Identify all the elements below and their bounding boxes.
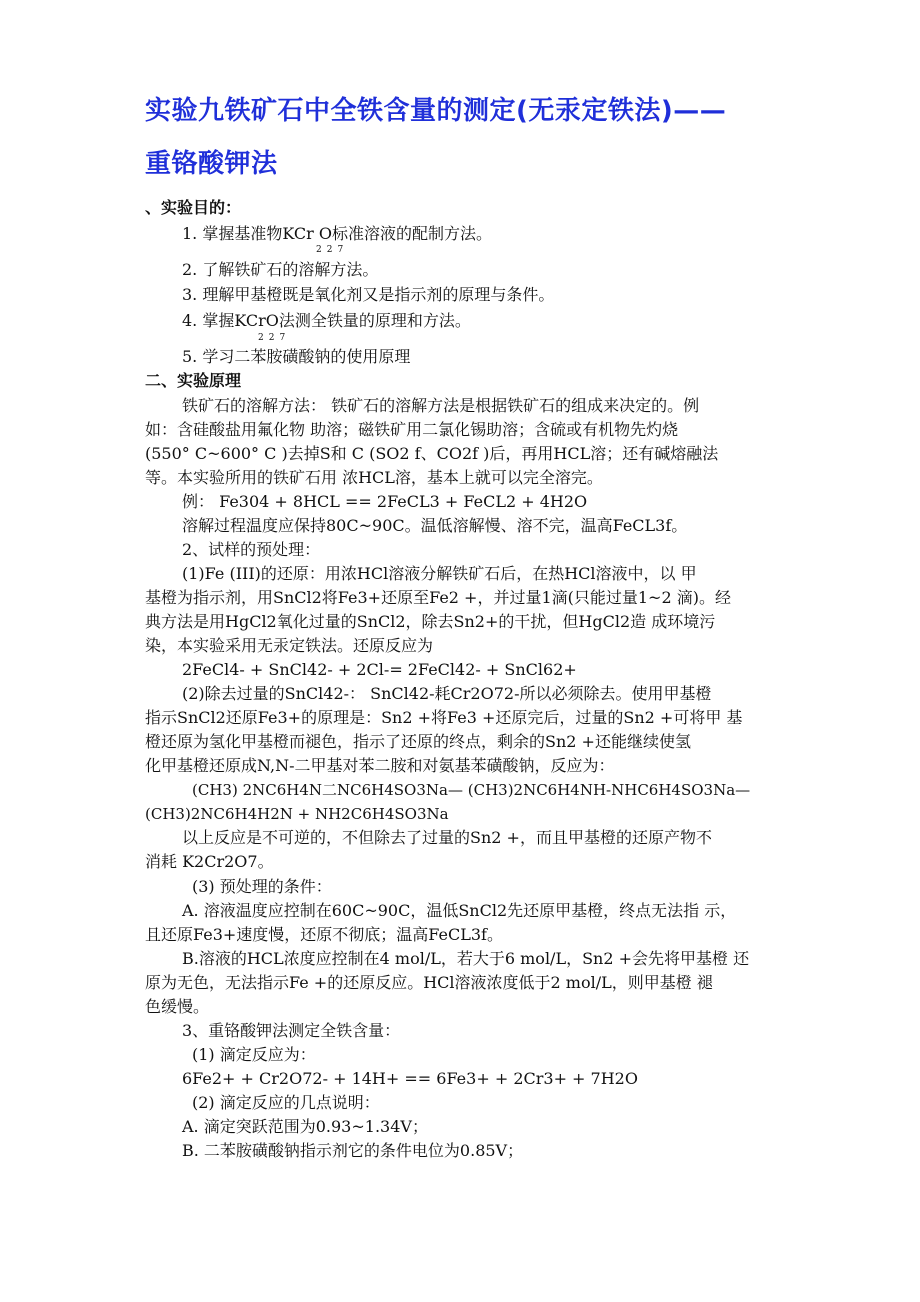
body-line: (2)除去过量的SnCl42-： SnCl42-耗Cr2O72-所以必须除去。使用甲基橙 bbox=[182, 684, 712, 703]
body-line: 典方法是用HgCl2氧化过量的SnCl2，除去Sn2+的干扰，但HgCl2造 成环境污 bbox=[145, 612, 716, 631]
subsection-heading: (3) 预处理的条件： bbox=[192, 877, 332, 896]
body-line: 指示SnCl2还原Fe3+的原理是：Sn2 +将Fe3 +还原完后，过量的Sn2 +可将甲 基 bbox=[145, 708, 743, 727]
body-line: 色缓慢。 bbox=[145, 997, 210, 1016]
body-line: 如：含硅酸盐用氟化物 助溶；磁铁矿用二氯化锡助溶；含硫或有机物先灼烧 bbox=[145, 420, 679, 439]
body-line: B. 二苯胺磺酸钠指示剂它的条件电位为0.85V； bbox=[182, 1141, 524, 1160]
purpose-item-1: 1. 掌握基准物KCr O标准溶液的配制方法。 bbox=[182, 224, 492, 243]
subsection-heading: 2、试样的预处理： bbox=[182, 540, 321, 559]
equation-line: (CH3) 2NC6H4N二NC6H4SO3Na— (CH3)2NC6H4NH-NHC6H4SO3Na— bbox=[192, 781, 751, 799]
body-line: 原为无色，无法指示Fe +的还原反应。HCl溶液浓度低于2 mol/L，则甲基橙 褪 bbox=[145, 973, 713, 992]
body-line: B.溶液的HCL浓度应控制在4 mol/L，若大于6 mol/L，Sn2 +会先将甲基橙 还 bbox=[182, 949, 750, 968]
equation-line: 2FeCl4- + SnCl42- + 2Cl-= 2FeCl42- + SnCl62+ bbox=[182, 660, 577, 679]
body-line: 以上反应是不可逆的，不但除去了过量的Sn2 +，而且甲基橙的还原产物不 bbox=[182, 828, 712, 847]
subscript-227: 227 bbox=[258, 333, 291, 343]
purpose-item-5: 5. 学习二苯胺磺酸钠的使用原理 bbox=[182, 347, 411, 366]
subsection-heading: (2) 滴定反应的几点说明： bbox=[192, 1093, 380, 1112]
section-heading-principle: 二、实验原理 bbox=[145, 371, 242, 390]
body-line: 铁矿石的溶解方法： 铁矿石的溶解方法是根据铁矿石的组成来决定的。例 bbox=[182, 396, 700, 415]
subscript-227: 227 bbox=[316, 245, 349, 255]
section-heading-purpose: 、实验目的： bbox=[145, 198, 242, 217]
body-line: 等。本实验所用的铁矿石用 浓HCL溶，基本上就可以完全溶完。 bbox=[145, 468, 603, 487]
body-line: (550° C~600° C )去掉S和 C (SO2 f、CO2f )后，再用HCL溶；还有碱熔融法 bbox=[145, 444, 719, 463]
purpose-item-2: 2. 了解铁矿石的溶解方法。 bbox=[182, 260, 379, 279]
equation-line: (CH3)2NC6H4H2N + NH2C6H4SO3Na bbox=[145, 805, 449, 823]
body-line: 化甲基橙还原成N,N-二甲基对苯二胺和对氨基苯磺酸钠，反应为： bbox=[145, 756, 615, 775]
body-line: 溶解过程温度应保持80C~90C。温低溶解慢、溶不完，温高FeCL3f。 bbox=[182, 516, 688, 535]
purpose-item-4: 4. 掌握KCrO法测全铁量的原理和方法。 bbox=[182, 311, 471, 330]
document-title-line-1: 实验九铁矿石中全铁含量的测定(无汞定铁法)—— bbox=[145, 96, 727, 126]
body-line: 且还原Fe3+速度慢，还原不彻底；温高FeCL3f。 bbox=[145, 925, 503, 944]
body-line: A. 滴定突跃范围为0.93~1.34V； bbox=[182, 1117, 428, 1136]
body-line: 消耗 K2Cr2O7。 bbox=[145, 852, 274, 871]
body-line: A. 溶液温度应控制在60C~90C，温低SnCl2先还原甲基橙，终点无法指 示， bbox=[182, 901, 737, 920]
equation-line: 6Fe2+ + Cr2O72- + 14H+ == 6Fe3+ + 2Cr3+ + 7H2O bbox=[182, 1069, 638, 1088]
subsection-heading: (1) 滴定反应为： bbox=[192, 1045, 316, 1064]
purpose-item-3: 3. 理解甲基橙既是氧化剂又是指示剂的原理与条件。 bbox=[182, 285, 555, 304]
body-line: 基橙为指示剂，用SnCl2将Fe3+还原至Fe2 +，并过量1滴(只能过量1~2 滴)。经 bbox=[145, 588, 731, 607]
subsection-heading: 3、重铬酸钾法测定全铁含量： bbox=[182, 1021, 401, 1040]
body-line: 染，本实验采用无汞定铁法。还原反应为 bbox=[145, 636, 434, 655]
body-line: 橙还原为氢化甲基橙而褪色，指示了还原的终点，剩余的Sn2 +还能继续使氢 bbox=[145, 732, 691, 751]
body-line: (1)Fe (III)的还原：用浓HCl溶液分解铁矿石后，在热HCl溶液中，以 甲 bbox=[182, 564, 697, 583]
document-title-line-2: 重铬酸钾法 bbox=[145, 149, 278, 179]
equation-line: 例： Fe304 + 8HCL == 2FeCL3 + FeCL2 + 4H2O bbox=[182, 492, 588, 511]
